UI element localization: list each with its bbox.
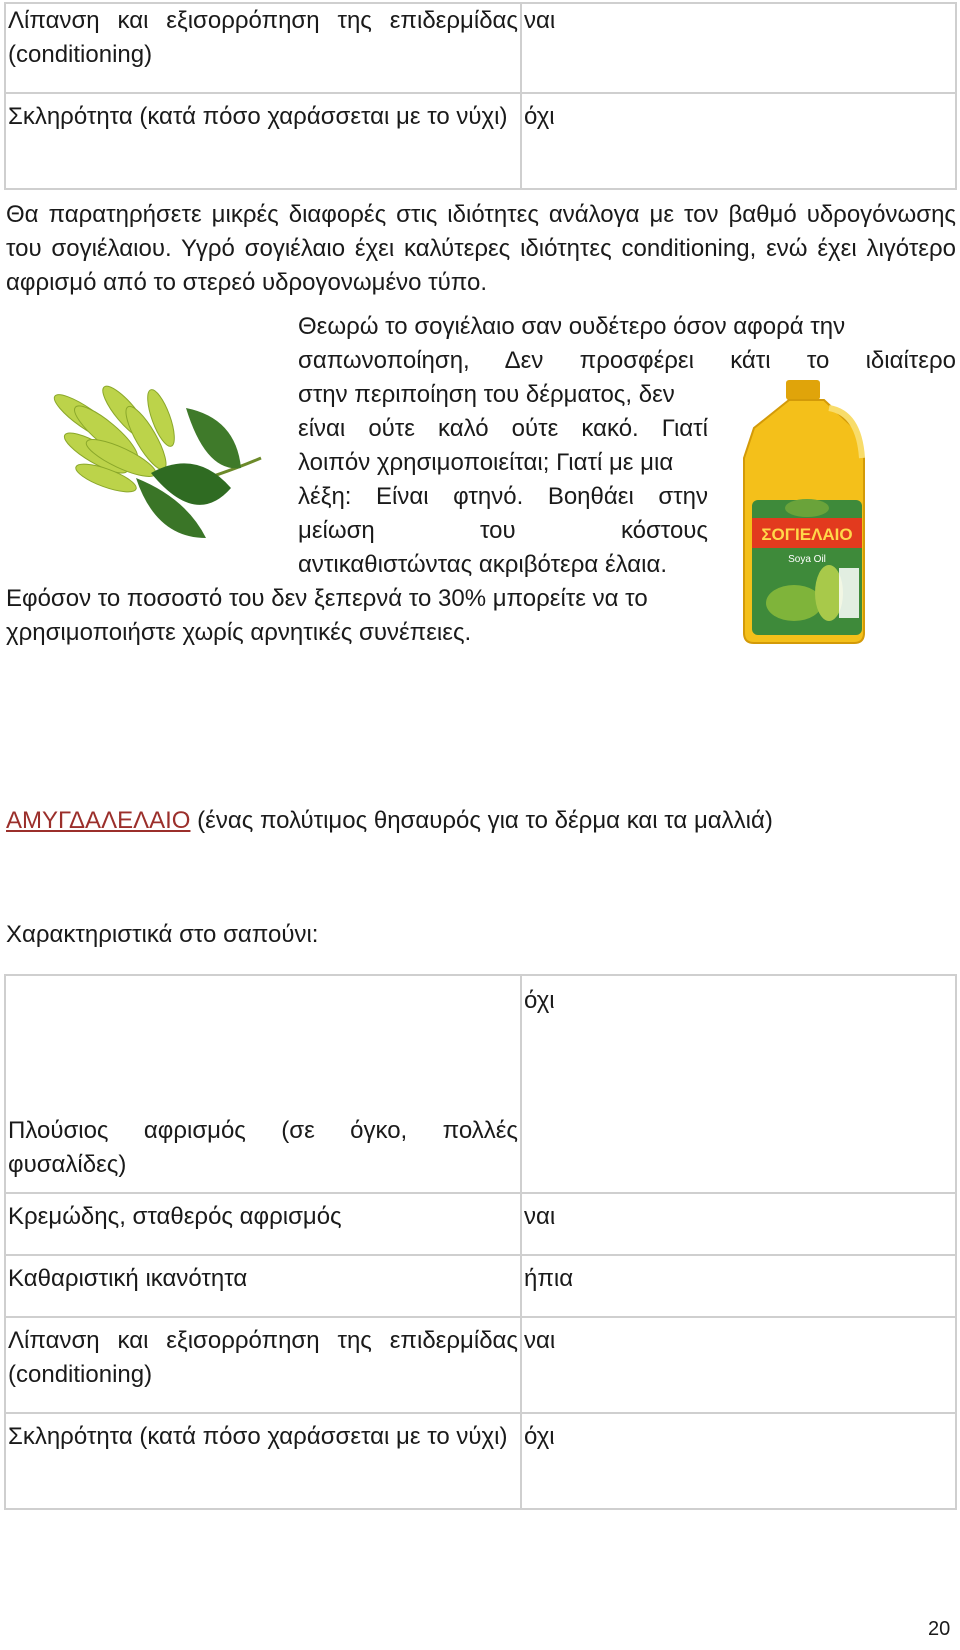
bottle-sublabel-text: Soya Oil [788,554,826,565]
value-cell: όχι [521,1413,956,1509]
value-cell: ήπια [521,1255,956,1317]
table-row [5,93,956,189]
value-cell: ναι [521,1317,956,1413]
property-cell: Σκληρότητα (κατά πόσο χαράσσεται με το νύχι) [5,93,521,189]
soy-text-line: είναι ούτε καλό ούτε κακό. Γιατί [298,415,708,442]
soy-text-line: λοιπόν χρησιμοποιείται; Γιατί με μια [298,449,674,476]
soy-text-line: μείωση του κόστους [298,517,708,544]
properties-table-bottom [4,974,957,1510]
property-cell: Κρεμώδης, σταθερός αφρισμός [5,1193,521,1255]
properties-table-top [4,2,957,190]
table-row [5,1413,956,1509]
value-cell: ναι [521,3,956,93]
characteristics-label: Χαρακτηριστικά στο σαπούνι: [6,921,319,948]
almond-oil-heading [6,804,956,838]
soy-text-line: λέξη: Είναι φτηνό. Βοηθάει στην [298,483,708,510]
soybean-pods-image [36,378,276,558]
soy-text-line: αντικαθιστώντας ακριβότερα έλαια. [298,551,668,578]
soy-oil-bottle-image [734,378,882,648]
table-row [5,1255,956,1317]
paragraph-hydrogenation: Θα παρατηρήσετε μικρές διαφορές στις ιδιότητες ανάλογα με τον βαθμό υδρογόνωσης του σογιέλαιου. Υγρό σογιέλαιο έχει καλύτερες ιδιότητες conditioning, ενώ έχει λιγότερο αφρισμό από το στερεό υδρογονωμένο τύπο. [6,201,956,296]
property-cell: Καθαριστική ικανότητα [5,1255,521,1317]
almond-oil-subtitle: (ένας πολύτιμος θησαυρός για το δέρμα και τα μαλλιά) [197,807,773,834]
soy-text-line: στην περιποίηση του δέρματος, δεν [298,381,675,408]
soy-text-line: Εφόσον το ποσοστό του δεν ξεπερνά το 30% μπορείτε να το [6,585,648,612]
table-row [5,1317,956,1413]
soy-text-line: σαπωνοποίηση, Δεν προσφέρει κάτι το ιδιαίτερο [298,347,956,374]
value-cell: όχι [521,93,956,189]
page-number: 20 [928,1618,951,1640]
value-cell: ναι [521,1193,956,1255]
soy-text-line: χρησιμοποιήστε χωρίς αρνητικές συνέπειες. [6,619,472,646]
table-row [5,975,956,1193]
table-row [5,1193,956,1255]
property-cell: Λίπανση και εξισορρόπηση της επιδερμίδας (conditioning) [5,1317,521,1413]
property-cell: Πλούσιος αφρισμός (σε όγκο, πολλές φυσαλίδες) [5,975,521,1193]
property-cell: Σκληρότητα (κατά πόσο χαράσσεται με το νύχι) [5,1413,521,1509]
bottle-label-text: ΣΟΓΙΕΛΑΙΟ [761,525,853,544]
table-row [5,3,956,93]
almond-oil-title[interactable]: ΑΜΥΓΔΑΛΕΛΑΙΟ [6,807,191,834]
value-cell: όχι [521,975,956,1193]
soy-text-line: Θεωρώ το σογιέλαιο σαν ουδέτερο όσον αφορά την [298,313,846,340]
property-cell: Λίπανση και εξισορρόπηση της επιδερμίδας (conditioning) [5,3,521,93]
